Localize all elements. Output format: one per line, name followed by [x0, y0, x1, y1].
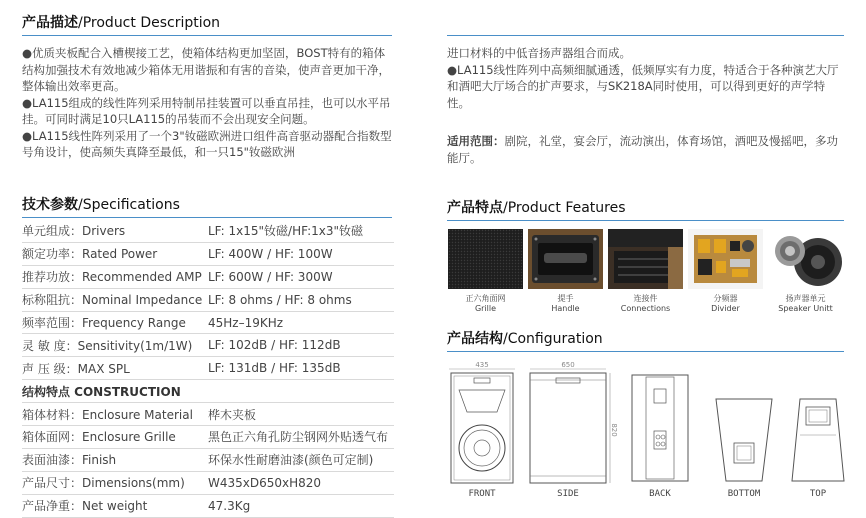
spec-row [22, 448, 394, 471]
spec-row [22, 288, 394, 311]
spec-row [22, 242, 394, 265]
configuration-title-en: /Configuration [503, 331, 603, 347]
spec-row [22, 403, 394, 426]
connections-photo [608, 229, 683, 289]
view-label-bottom: BOTTOM [727, 489, 761, 499]
features-title-en: /Product Features [503, 200, 626, 216]
spec-label: 箱体面网：Enclosure Grille [22, 426, 208, 449]
spec-value: 黑色正六角孔防尘钢网外贴透气布 [208, 426, 394, 449]
feature-label-zh: 连接件 [633, 294, 658, 303]
spec-row [22, 357, 394, 380]
description-right-text [447, 45, 847, 111]
spec-label: 表面油漆：Finish [22, 448, 208, 471]
spec-label: 频率范围：Frequency Range [22, 311, 208, 334]
spec-value: 45Hz–19KHz [208, 311, 394, 334]
view-label-side: SIDE [557, 489, 579, 499]
specs-table [22, 220, 394, 518]
spec-row [22, 380, 394, 403]
speaker-unit-photo [768, 229, 843, 289]
feature-label-en: Connections [620, 304, 671, 313]
spec-label: 产品尺寸：Dimensions(mm) [22, 471, 208, 494]
spec-value: 桦木夹板 [208, 403, 394, 426]
front-view-drawing [447, 360, 517, 486]
spec-value: 47.3Kg [208, 494, 394, 517]
bottom-view-drawing [714, 395, 774, 485]
description-paragraph: ●LA115组成的线性阵列采用特制吊挂装置可以垂直吊挂，也可以水平吊挂。可同时满足10只LA115的吊装而不会出现安全问题。 [22, 95, 391, 126]
applications-label: 适用范围： [447, 134, 505, 148]
back-view-drawing [630, 373, 690, 483]
spec-row [22, 426, 394, 449]
spec-value: LF: 131dB / HF: 135dB [208, 357, 394, 380]
description-paragraph: ●LA115线性阵列采用了一个3"钕磁欧洲进口组件高音驱动器配合指数型号角设计，使高频失真降至最低，和一只15"钕磁欧洲 [22, 128, 392, 159]
spec-value: W435xD650xH820 [208, 471, 394, 494]
feature-label-en: Divider [711, 304, 740, 313]
specs-underline [22, 217, 392, 218]
side-width-dimension: 650 [561, 361, 575, 369]
feature-label-zh: 正六角面网 [465, 294, 506, 303]
view-label-back: BACK [649, 489, 671, 499]
spec-label: 箱体材料：Enclosure Material [22, 403, 208, 426]
features-underline [447, 220, 844, 221]
side-height-dimension: 820 [610, 423, 618, 437]
spec-value [208, 380, 394, 403]
spec-label: 单元组成：Drivers [22, 220, 208, 242]
spec-value: LF: 102dB / HF: 112dB [208, 334, 394, 357]
side-view-drawing [526, 360, 618, 486]
configuration-underline [447, 351, 844, 352]
description-paragraph: ●LA115线性阵列中高频细腻通透，低频厚实有力度，特适合于各种演艺大厅和酒吧大厅场合的扩声要求，与SK218A同时使用，可以得到更好的声学特性。 [447, 62, 839, 110]
feature-label-zh: 扬声器单元 [785, 294, 826, 303]
configuration-title [447, 328, 603, 348]
spec-label: 灵 敏 度：Sensitivity(1m/1W) [22, 334, 208, 357]
spec-value: LF: 400W / HF: 100W [208, 242, 394, 265]
grille-photo [448, 229, 523, 289]
divider-photo [688, 229, 763, 289]
feature-speaker-unit [768, 229, 843, 314]
spec-label: 额定功率：Rated Power [22, 242, 208, 265]
description-paragraph: 进口材料的中低音扬声器组合而成。 [447, 46, 631, 60]
description-left-text [22, 45, 394, 161]
top-view-drawing [790, 395, 846, 485]
spec-label: 推荐功放：Recommended AMP [22, 265, 208, 288]
feature-label-en: Grille [474, 304, 497, 313]
spec-label: 声 压 级：MAX SPL [22, 357, 208, 380]
front-dimension: 435 [475, 361, 489, 369]
description-title [22, 12, 220, 32]
feature-label-en: Handle [551, 304, 580, 313]
applications [447, 133, 847, 166]
specs-title-zh: 技术参数 [22, 197, 78, 213]
spec-value: LF: 8 ohms / HF: 8 ohms [208, 288, 394, 311]
spec-row [22, 471, 394, 494]
spec-label: 产品净重：Net weight [22, 494, 208, 517]
view-label-front: FRONT [468, 489, 496, 499]
features-title-zh: 产品特点 [447, 200, 503, 216]
feature-grille [448, 229, 523, 314]
right-top-rule [447, 35, 844, 36]
description-paragraph: ●优质夹板配合入槽楔接工艺，使箱体结构更加坚固，BOST特有的箱体结构加强技术有效地减少箱体无用谐振和有害的音染，使声音更加干净，整体输出效率更高。 [22, 46, 390, 93]
description-title-en: /Product Description [78, 15, 221, 31]
features-title [447, 197, 626, 217]
handle-photo [528, 229, 603, 289]
spec-label: 标称阻抗：Nominal Impedance [22, 288, 208, 311]
spec-row [22, 494, 394, 517]
spec-row [22, 265, 394, 288]
spec-value: LF: 600W / HF: 300W [208, 265, 394, 288]
description-underline [22, 35, 392, 36]
spec-value: LF: 1x15"钕磁/HF:1x3"钕磁 [208, 220, 394, 242]
description-title-zh: 产品描述 [22, 15, 78, 31]
spec-value: 环保水性耐磨油漆(颜色可定制) [208, 448, 394, 471]
spec-label: 结构特点 CONSTRUCTION [22, 380, 208, 403]
feature-label-zh: 提手 [557, 294, 574, 303]
feature-label-zh: 分频器 [713, 294, 738, 303]
configuration-title-zh: 产品结构 [447, 331, 503, 347]
specs-title-en: /Specifications [78, 197, 180, 213]
spec-row [22, 334, 394, 357]
feature-divider [688, 229, 763, 314]
specs-title [22, 194, 180, 214]
feature-connections [608, 229, 683, 314]
feature-handle [528, 229, 603, 314]
view-label-top: TOP [809, 489, 827, 499]
feature-label-en: Speaker Unitt [778, 304, 833, 313]
spec-row [22, 311, 394, 334]
applications-text: 剧院，礼堂，宴会厅，流动演出，体育场馆，酒吧及慢摇吧，多功能厅。 [447, 134, 838, 165]
spec-row [22, 220, 394, 242]
